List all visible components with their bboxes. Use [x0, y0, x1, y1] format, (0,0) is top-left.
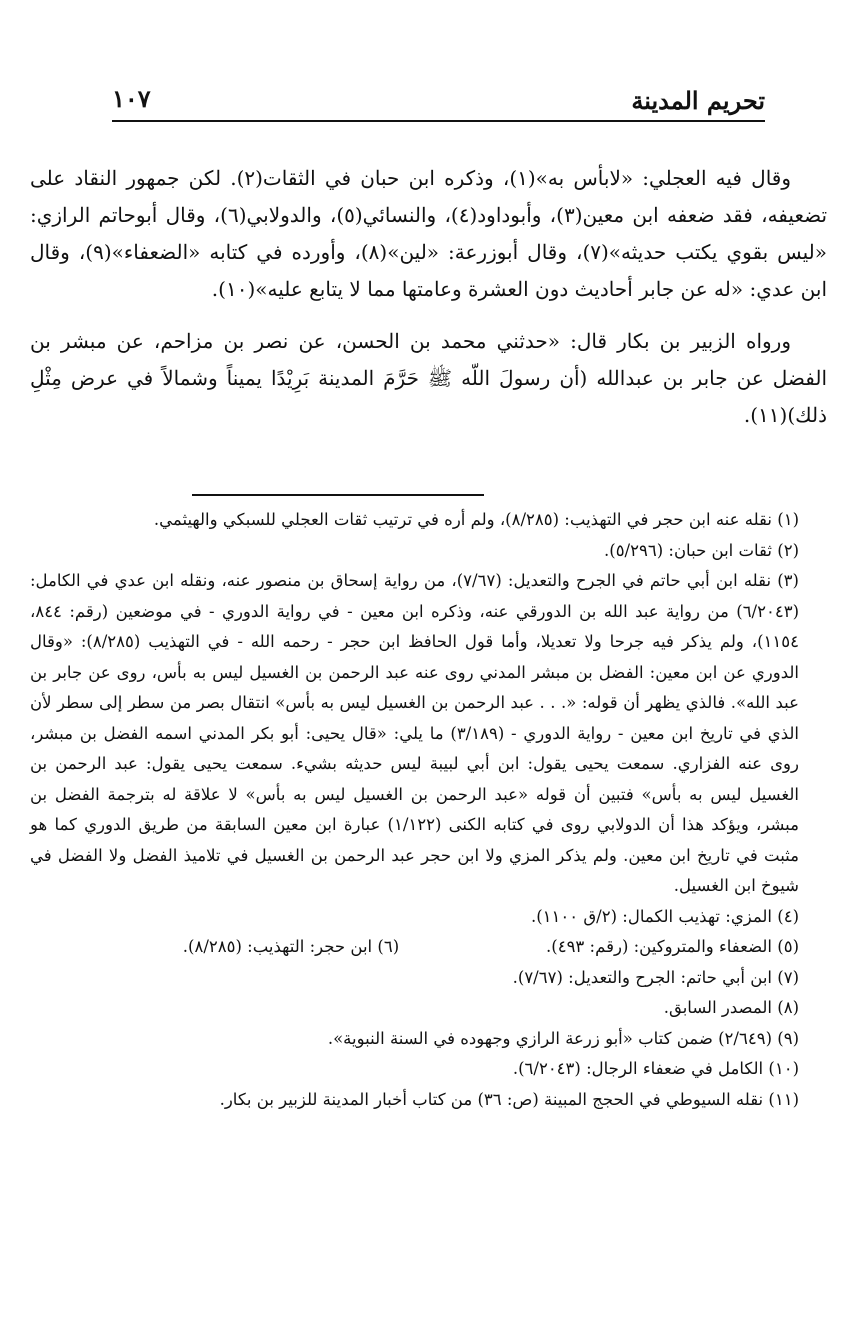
footnote-8: (٨) المصدر السابق. [663, 998, 799, 1017]
footnote-6: (٦) ابن حجر: التهذيب: (٨/٢٨٥). [182, 937, 400, 956]
footnote-7: (٧) ابن أبي حاتم: الجرح والتعديل: (٧/٦٧). [512, 967, 799, 987]
footnote-11: (١١) نقله السيوطي في الحجج المبينة (ص: ٣٦) من كتاب أخبار المدينة للزبير بن بكار. [219, 1089, 799, 1109]
page-number: ١٠٧ [112, 84, 151, 113]
footnote-2: (٢) ثقات ابن حبان: (٥/٢٩٦). [604, 540, 799, 560]
footnote-5: (٥) الضعفاء والمتروكين: (رقم: ٤٩٣). [546, 937, 799, 956]
footnote-separator [192, 494, 484, 496]
body-paragraph: ورواه الزبير بن بكار قال: «حدثني محمد بن الحسن، عن نصر بن مزاحم، عن مبشر بن الفضل عن جابر بن عبدالله (أن رسولَ اللّه ﷺ حَرَّمَ المدينة بَرِيْدًا يميناً وشمالاً في عرض مِثْلِ ذلك)(١١). [30, 329, 827, 427]
footnote-1: (١) نقله عنه ابن حجر في التهذيب: (٨/٢٨٥)، ولم أره في ترتيب ثقات العجلي للسبكي والهيثمي. [153, 510, 799, 529]
main-text [30, 160, 827, 434]
footnote-row [30, 932, 823, 963]
page-header [112, 80, 765, 122]
footnote-10: (١٠) الكامل في ضعفاء الرجال: (٦/٢٠٤٣). [512, 1059, 799, 1078]
footnote-4: (٤) المزي: تهذيب الكمال: (٢/ق ١١٠٠). [530, 906, 799, 926]
footnotes [30, 505, 823, 1115]
body-paragraph: وقال فيه العجلي: «لابأس به»(١)، وذكره ابن حبان في الثقات(٢). لكن جمهور النقاد على تضعيفه، فقد ضعفه ابن معين(٣)، وأبوداود(٤)، والنسائي(٥)، والدولابي(٦)، وقال أبوحاتم الرازي: «ليس بقوي يكتب حديثه»(٧)، وقال أبوزرعة: «لين»(٨)، وأورده في كتابه «الضعفاء»(٩)، وقال ابن عدي: «له عن جابر أحاديث دون العشرة وعامتها مما لا يتابع عليه»(١٠). [30, 166, 828, 301]
footnote-9: (٩) (٢/٦٤٩) ضمن كتاب «أبو زرعة الرازي وجهوده في السنة النبوية». [327, 1028, 799, 1048]
running-title: تحريم المدينة [631, 86, 765, 115]
footnote-3: (٣) نقله ابن أبي حاتم في الجرح والتعديل: (٧/٦٧)، من رواية إسحاق بن منصور عنه، ونقله ابن عدي في الكامل: (٦/٢٠٤٣) من رواية عبد الله بن الدورقي عنه، وذكره ابن معين - في رواية الدوري - في موضعين (رقم: ٨٤٤، ١١٥٤)، ولم يذكر فيه جرحا ولا تعديلا، وأما قول الحافظ ابن حجر - رحمه الله - في التهذيب (٨/٢٨٥): «وقال الدوري عن ابن معين: الفضل بن مبشر المدني روى عنه عبد الرحمن بن الغسيل ليس به بأس، روى عن جابر بن عبد الله». فالذي يظهر أن قوله: «. . . عبد الرحمن بن الغسيل ليس به بأس» انتقال بصر من سطر إلى سطر لأن الذي في تاريخ ابن معين - رواية الدوري - (٣/١٨٩) ما يلي: «قال يحيى: أبو بكر المدني اسمه الفضل بن مبشر، روى عنه الفزاري. سمعت يحيى يقول: ابن أبي لبيبة ليس حديثه بشيء. سمعت يحيى يقول: عبد الرحمن بن الغسيل ليس به بأس» فتبين أن قوله «عبد الرحمن بن الغسيل ليس به بأس» لا علاقة له بترجمة الفضل بن مبشر، ويؤكد هذا أن الدولابي روى في كتابه الكنى (١/١٢٢) عبارة ابن معين السابقة من طريق الدوري كما هو مثبت في تاريخ ابن معين. ولم يذكر المزي ولا ابن حجر عبد الرحمن بن الغسيل في تلاميذ الفضل ولا الفضل في شيوخ ابن الغسيل. [30, 571, 799, 895]
